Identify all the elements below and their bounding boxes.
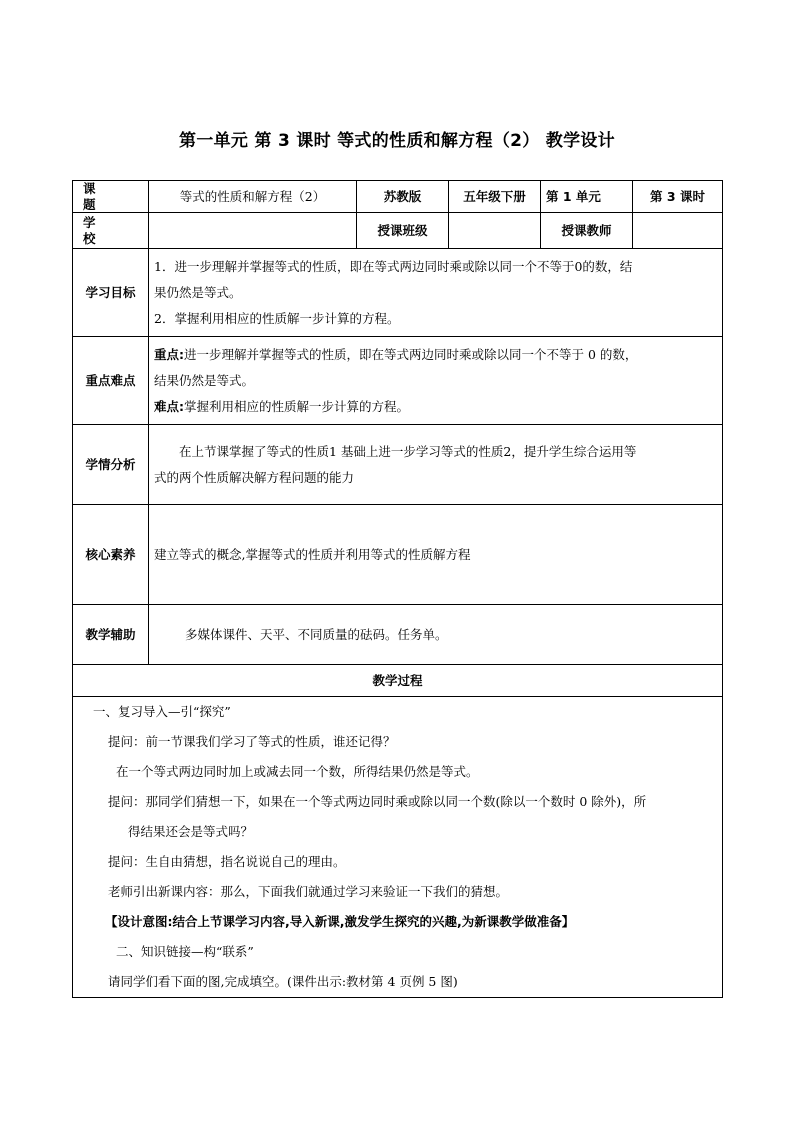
difficulty-tag: 难点: [154,398,184,414]
class-value [449,213,541,249]
teacher-value [633,213,723,249]
process-line: 提问：那同学们猜想一下，如果在一个等式两边同时乘或除以同一个数(除以一个数时 0 除外)，所 [108,794,647,810]
row-analysis [73,425,723,505]
goals-line: 果仍然是等式。 [154,284,242,300]
label-analysis: 学情分析 [73,425,149,505]
school-value [149,213,357,249]
process-line: 在一个等式两边同时加上或减去同一个数，所得结果仍然是等式。 [116,764,479,780]
topic-value: 等式的性质和解方程（2） [149,181,357,213]
row-process-body [73,697,723,998]
label-aids: 教学辅助 [73,605,149,665]
process-line: 提问：前一节课我们学习了等式的性质，谁还记得？ [108,734,396,750]
process-header: 教学过程 [73,665,723,697]
label-teacher: 授课教师 [541,213,633,249]
row-topic [73,181,723,213]
difficulty-line [154,394,717,420]
goals-line: 1．进一步理解并掌握等式的性质，即在等式两边同时乘或除以同一个不等于0的数，结 [154,258,633,274]
label-goals: 学习目标 [73,249,149,337]
row-key-points [73,337,723,425]
row-core [73,505,723,605]
process-line: 请同学们看下面的图,完成填空。(课件出示:教材第 4 页例 5 图) [108,974,458,990]
label-topic: 课 题 [73,181,149,213]
aids-content: 多媒体课件、天平、不同质量的砝码。任务单。 [149,605,723,665]
page-title: 第一单元 第 3 课时 等式的性质和解方程（2） 教学设计 [179,131,615,151]
analysis-line: 式的两个性质解决解方程问题的能力 [154,469,355,485]
process-line: 二、知识链接—构“联系” [116,944,254,960]
analysis-line: 在上节课掌握了等式的性质1 基础上进一步学习等式的性质2，提升学生综合运用等 [179,443,637,459]
label-class: 授课班级 [357,213,449,249]
lesson-value: 第 3 课时 [633,181,723,213]
core-content: 建立等式的概念,掌握等式的性质并利用等式的性质解方程 [149,505,723,605]
unit-value: 第 1 单元 [541,181,633,213]
label-core: 核心素养 [73,505,149,605]
process-content [73,697,723,998]
label-school: 学 校 [73,213,149,249]
row-aids [73,605,723,665]
label-key-points: 重点难点 [73,337,149,425]
key-line-2: 结果仍然是等式。 [154,372,255,388]
design-intent-line: 【设计意图:结合上节课学习内容,导入新课,激发学生探究的兴趣,为新课教学做准备】 [105,914,575,930]
process-line: 老师引出新课内容：那么，下面我们就通过学习来验证一下我们的猜想。 [108,884,509,900]
key-points-content [149,337,723,425]
publisher-value: 苏教版 [357,181,449,213]
process-line: 得结果还会是等式吗？ [128,824,254,840]
process-line: 一、复习导入—引“探究” [93,704,231,720]
key-line [154,342,717,368]
row-goals [73,249,723,337]
row-school [73,213,723,249]
row-process-header [73,665,723,697]
goals-line: 2．掌握利用相应的性质解一步计算的方程。 [154,310,400,326]
lesson-plan-table [72,180,723,998]
key-tag: 重点: [154,346,184,362]
difficulty-text: 掌握利用相应的性质解一步计算的方程。 [184,398,410,414]
key-text: 进一步理解并掌握等式的性质，即在等式两边同时乘或除以同一个不等于 0 的数， [184,346,638,362]
grade-value: 五年级下册 [449,181,541,213]
goals-content [149,249,723,337]
process-line: 提问：生自由猜想，指名说说自己的理由。 [108,854,346,870]
analysis-content [149,425,723,505]
